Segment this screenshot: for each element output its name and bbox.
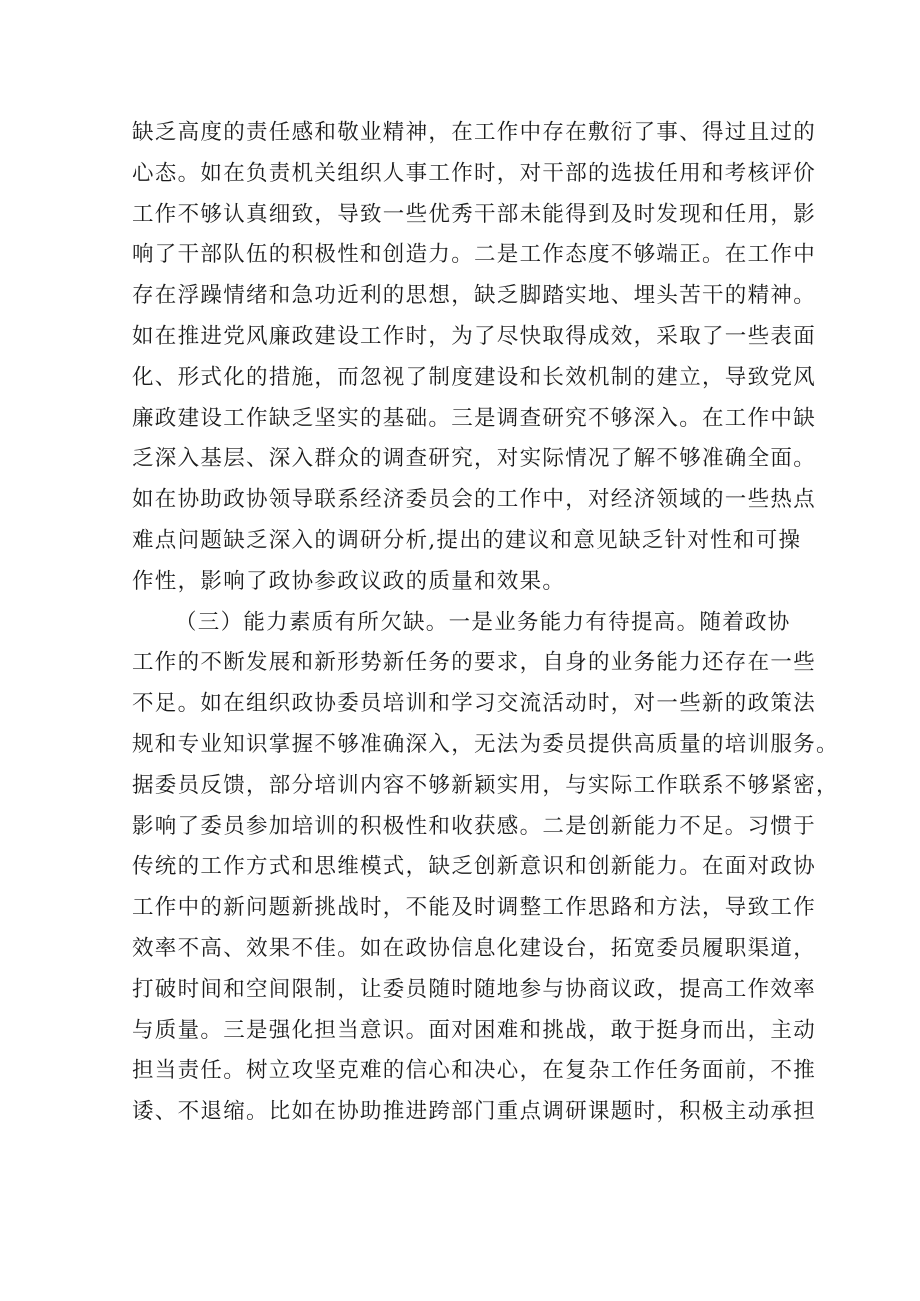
text-line: 担当责任。树立攻坚克难的信心和决心，在复杂工作任务面前，不推 (132, 1058, 817, 1084)
text-line: 化、形式化的措施，而忽视了制度建设和长效机制的建立，导致党风 (132, 364, 817, 390)
text-line: 存在浮躁情绪和急功近利的思想，缺乏脚踏实地、埋头苦干的精神。 (132, 283, 817, 309)
text-line: 工作不够认真细致，导致一些优秀干部未能得到及时发现和任用，影 (132, 201, 817, 227)
text-line: 规和专业知识掌握不够准确深入，无法为委员提供高质量的培训服务。 (132, 731, 839, 757)
body-text (132, 113, 839, 1133)
text-line: 廉政建设工作缺乏坚实的基础。三是调查研究不够深入。在工作中缺 (132, 405, 817, 431)
text-line: 缺乏高度的责任感和敬业精神，在工作中存在敷衍了事、得过且过的 (132, 120, 817, 145)
section-heading-line: （三）能力素质有所欠缺。一是业务能力有待提高。随着政协 (175, 609, 791, 635)
text-line: 影响了委员参加培训的积极性和收获感。二是创新能力不足。习惯于 (132, 813, 817, 839)
text-line: 如在推进党风廉政建设工作时，为了尽快取得成效，采取了一些表面 (132, 323, 817, 349)
text-line: 乏深入基层、深入群众的调查研究，对实际情况了解不够准确全面。 (132, 446, 817, 472)
text-line: 作性，影响了政协参政议政的质量和效果。 (132, 568, 566, 594)
text-line: 难点问题缺乏深入的调研分析,提出的建议和意见缺乏针对性和可操 (132, 527, 802, 553)
text-line: 效率不高、效果不佳。如在政协信息化建设台，拓宽委员履职渠道， (132, 935, 817, 961)
text-line: 打破时间和空间限制，让委员随时随地参与协商议政，提高工作效率 (132, 976, 817, 1002)
text-line: 与质量。三是强化担当意识。面对困难和挑战，敢于挺身而出，主动 (132, 1017, 817, 1043)
text-line: 诿、不退缩。比如在协助推进跨部门重点调研课题时，积极主动承担 (132, 1099, 817, 1125)
text-line: 如在协助政协领导联系经济委员会的工作中，对经济领域的一些热点 (132, 487, 817, 513)
text-line: 不足。如在组织政协委员培训和学习交流活动时，对一些新的政策法 (132, 691, 817, 717)
text-line: 工作中的新问题新挑战时，不能及时调整工作思路和方法，导致工作 (132, 895, 817, 921)
text-line: 传统的工作方式和思维模式，缺乏创新意识和创新能力。在面对政协 (132, 854, 817, 880)
text-line: 据委员反馈，部分培训内容不够新颖实用，与实际工作联系不够紧密， (132, 772, 839, 798)
text-line: 心态。如在负责机关组织人事工作时，对干部的选拔任用和考核评价 (132, 160, 817, 186)
text-line: 工作的不断发展和新形势新任务的要求，自身的业务能力还存在一些 (132, 650, 817, 676)
text-line: 响了干部队伍的积极性和创造力。二是工作态度不够端正。在工作中 (132, 242, 817, 268)
